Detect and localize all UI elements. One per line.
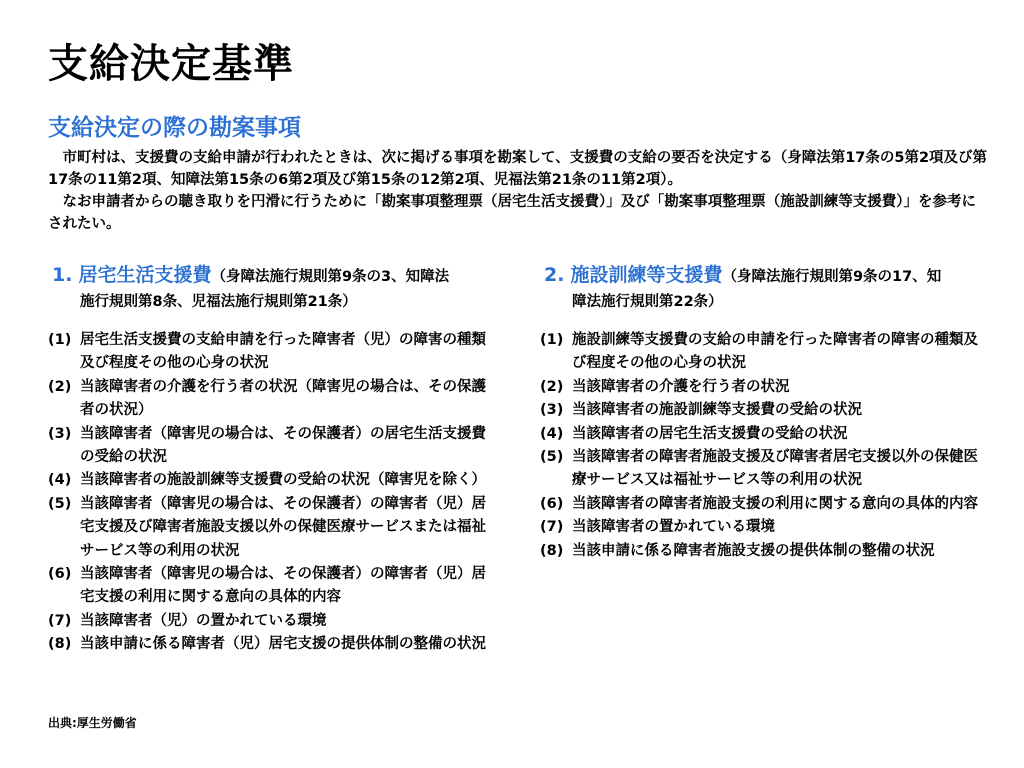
- list-item: [540, 399, 980, 422]
- list-item: [48, 329, 488, 376]
- item-marker: (8): [540, 542, 564, 559]
- column-number: 1.: [52, 264, 73, 286]
- item-marker: (2): [540, 378, 564, 395]
- item-marker: (3): [48, 425, 72, 442]
- item-marker: (6): [48, 566, 72, 583]
- item-text: 当該障害者（障害児の場合は、その保護者）の障害者（児）居宅支援の利用に関する意向の具体的内容: [80, 566, 486, 606]
- intro-paragraph-2: なお申請者からの聴き取りを円滑に行うために「勘案事項整理票（居宅生活支援費）」及び「勘案事項整理票（施設訓練等支援費）」を参考にされたい。: [48, 194, 976, 232]
- column-note-cont: 障法施行規則第22条）: [572, 294, 723, 310]
- list-item: [48, 610, 488, 633]
- item-marker: (2): [48, 378, 72, 395]
- criteria-list: [48, 329, 488, 657]
- list-item: [48, 563, 488, 610]
- item-marker: (1): [540, 332, 564, 348]
- column-title: 居宅生活支援費: [78, 264, 212, 286]
- criteria-list: [540, 329, 980, 563]
- item-text: 当該障害者の介護を行う者の状況: [572, 378, 790, 395]
- item-text: 当該障害者（障害児の場合は、その保護者）の居宅生活支援費の受給の状況: [80, 425, 486, 466]
- intro-text: [48, 147, 988, 235]
- column-heading: [540, 262, 980, 313]
- item-text: 当該申請に係る障害者（児）居宅支援の提供体制の整備の状況: [80, 636, 486, 653]
- list-item: [540, 329, 980, 376]
- list-item: [48, 376, 488, 423]
- page-title: 支給決定基準: [48, 41, 294, 87]
- item-text: 居宅生活支援費の支給申請を行った障害者（児）の障害の種類及び程度その他の心身の状況: [80, 332, 486, 372]
- item-text: 当該申請に係る障害者施設支援の提供体制の整備の状況: [572, 542, 935, 559]
- item-text: 施設訓練等支援費の支給の申請を行った障害者の障害の種類及び程度その他の心身の状況: [572, 332, 978, 372]
- intro-paragraph-1: 市町村は、支援費の支給申請が行われたときは、次に掲げる事項を勘案して、支援費の支給の要否を決定する（身障法第17条の5第2項及び第17条の11第2項、知障法第15条の6第2項及び第15条の12第2項、児福法第21条の11第2項）。: [48, 150, 988, 188]
- column-heading: [48, 262, 488, 313]
- item-marker: (1): [48, 332, 72, 348]
- item-marker: (5): [48, 495, 72, 512]
- column-title: 施設訓練等支援費: [570, 264, 723, 286]
- list-item: [540, 493, 980, 516]
- list-item: [48, 469, 488, 492]
- facility-support-column: [540, 262, 980, 563]
- item-text: 当該障害者の障害者施設支援の利用に関する意向の具体的内容: [572, 495, 978, 512]
- column-note: （身障法施行規則第9条の17、知: [722, 269, 942, 285]
- item-text: 当該障害者の障害者施設支援及び障害者居宅支援以外の保健医療サービス又は福祉サービス等の利用の状況: [572, 449, 978, 489]
- list-item: [540, 376, 980, 399]
- item-marker: (5): [540, 449, 564, 466]
- list-item: [48, 423, 488, 470]
- list-item: [48, 633, 488, 656]
- list-item: [540, 516, 980, 539]
- item-marker: (7): [48, 612, 72, 629]
- column-number: 2.: [544, 264, 565, 286]
- list-item: [540, 446, 980, 493]
- item-text: 当該障害者の居宅生活支援費の受給の状況: [572, 425, 848, 442]
- column-note: （身障法施行規則第9条の3、知障法: [211, 269, 450, 285]
- item-text: 当該障害者の施設訓練等支援費の受給の状況（障害児を除く）: [80, 472, 486, 489]
- column-note-cont: 施行規則第8条、児福法施行規則第21条）: [80, 294, 357, 310]
- item-marker: (4): [48, 472, 72, 489]
- source-credit: 出典:厚生労働省: [48, 716, 137, 730]
- item-marker: (7): [540, 519, 564, 536]
- item-text: 当該障害者（児）の置かれている環境: [80, 612, 327, 629]
- item-marker: (8): [48, 636, 72, 653]
- item-marker: (3): [540, 402, 564, 419]
- list-item: [48, 493, 488, 563]
- list-item: [540, 423, 980, 446]
- list-item: [540, 540, 980, 563]
- item-text: 当該障害者の施設訓練等支援費の受給の状況: [572, 402, 862, 419]
- section-heading: 支給決定の際の勘案事項: [48, 115, 301, 141]
- item-marker: (4): [540, 425, 564, 442]
- home-support-column: [48, 262, 488, 657]
- item-text: 当該障害者の置かれている環境: [572, 519, 775, 536]
- item-text: 当該障害者の介護を行う者の状況（障害児の場合は、その保護者の状況）: [80, 378, 486, 419]
- item-marker: (6): [540, 495, 564, 512]
- item-text: 当該障害者（障害児の場合は、その保護者）の障害者（児）居宅支援及び障害者施設支援以外の保健医療サービスまたは福祉サービス等の利用の状況: [80, 495, 486, 559]
